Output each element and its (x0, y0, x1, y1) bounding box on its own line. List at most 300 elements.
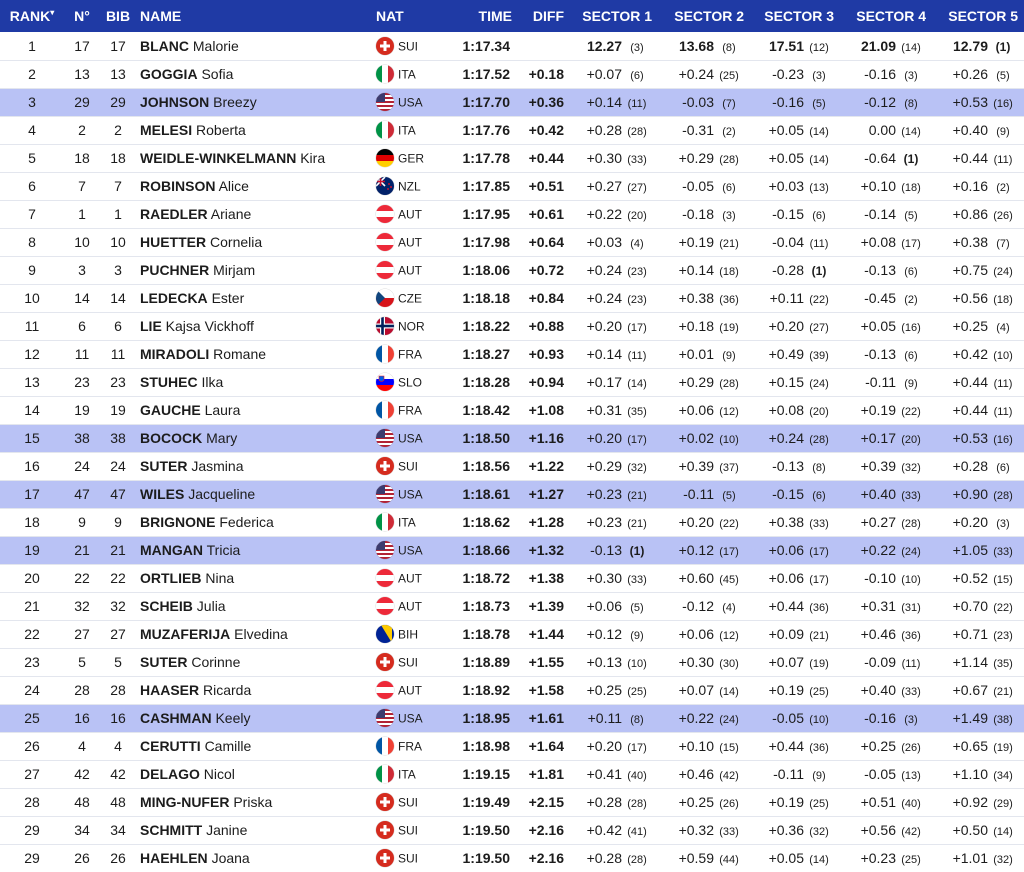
bib-cell: 28 (100, 676, 136, 704)
sector-split: +0.46 (678, 766, 714, 782)
column-header-sector-2[interactable]: SECTOR 2 (674, 8, 744, 24)
column-header-sector-3[interactable]: SECTOR 3 (764, 8, 834, 24)
sector-split: +0.53 (952, 94, 988, 110)
sector-4-cell (840, 648, 932, 676)
sector-rank: (5) (812, 98, 826, 110)
flag-icon (376, 345, 394, 363)
sector-split: +0.44 (952, 374, 988, 390)
sector-1-cell (566, 704, 658, 732)
sector-split: +0.11 (587, 710, 622, 726)
bib-cell: 38 (100, 424, 136, 452)
sector-rank: (22) (719, 518, 739, 530)
column-header-diff[interactable]: DIFF (532, 8, 564, 24)
diff-cell: +1.64 (512, 732, 566, 760)
sector-rank: (19) (719, 322, 739, 334)
sector-split: +0.44 (768, 738, 804, 754)
column-header-bib[interactable]: BIB (105, 8, 131, 24)
table-row[interactable] (0, 452, 1024, 480)
sector-rank: (11) (901, 658, 921, 670)
column-header-sector-4[interactable]: SECTOR 4 (856, 8, 926, 24)
sector-split: +0.25 (586, 682, 622, 698)
time-cell: 1:17.34 (452, 32, 512, 60)
nation-code: SUI (398, 655, 419, 670)
table-row[interactable] (0, 88, 1024, 116)
sector-rank: (16) (901, 322, 921, 334)
table-row[interactable] (0, 312, 1024, 340)
athlete-last-name: CERUTTI (140, 738, 201, 754)
sector-4-cell (840, 844, 932, 872)
sector-rank: (33) (993, 546, 1013, 558)
sector-split: 0.00 (868, 122, 896, 138)
athlete-name[interactable] (136, 284, 368, 312)
sector-3-cell (750, 424, 840, 452)
athlete-name[interactable] (136, 480, 368, 508)
table-row[interactable] (0, 60, 1024, 88)
diff-cell: +1.38 (512, 564, 566, 592)
number-cell: 26 (64, 844, 100, 872)
sector-2-cell (658, 396, 750, 424)
nation-code: SUI (398, 823, 419, 838)
diff-cell: +2.16 (512, 844, 566, 872)
sector-split: +0.08 (768, 402, 804, 418)
diff-cell: +2.15 (512, 788, 566, 816)
athlete-first-name: Kira (300, 150, 326, 166)
athlete-name[interactable] (136, 88, 368, 116)
athlete-name[interactable] (136, 312, 368, 340)
flag-icon (376, 485, 394, 503)
bib-cell: 7 (100, 172, 136, 200)
table-row[interactable] (0, 32, 1024, 60)
diff-cell: +1.58 (512, 676, 566, 704)
nation-cell (368, 732, 452, 760)
sector-rank: (2) (996, 182, 1010, 194)
sector-rank: (6) (812, 210, 826, 222)
sector-rank: (17) (719, 546, 739, 558)
sector-rank: (6) (812, 490, 826, 502)
flag-icon (376, 429, 394, 447)
table-row[interactable] (0, 648, 1024, 676)
athlete-name[interactable] (136, 60, 368, 88)
athlete-name[interactable] (136, 228, 368, 256)
table-row[interactable] (0, 256, 1024, 284)
sector-rank: (23) (627, 266, 647, 278)
nation-cell (368, 284, 452, 312)
sector-rank: (33) (627, 574, 647, 586)
sector-5-cell (932, 452, 1024, 480)
sector-split: -0.16 (864, 710, 896, 726)
athlete-name[interactable] (136, 200, 368, 228)
sector-5-cell (932, 144, 1024, 172)
diff-cell: +0.61 (512, 200, 566, 228)
rank-cell: 23 (0, 648, 64, 676)
sector-split: 21.09 (860, 37, 896, 54)
flag-icon (376, 93, 394, 111)
sector-rank: (28) (901, 518, 921, 530)
table-row[interactable] (0, 368, 1024, 396)
table-row[interactable] (0, 144, 1024, 172)
athlete-name[interactable] (136, 32, 368, 60)
sector-rank: (17) (627, 434, 647, 446)
sector-3-cell (750, 676, 840, 704)
sector-rank: (25) (719, 70, 739, 82)
sector-3-cell (750, 368, 840, 396)
sector-rank: (6) (722, 182, 736, 194)
table-row[interactable] (0, 116, 1024, 144)
number-cell: 42 (64, 760, 100, 788)
sector-4-cell (840, 144, 932, 172)
athlete-name[interactable] (136, 368, 368, 396)
table-row[interactable] (0, 340, 1024, 368)
athlete-name[interactable] (136, 648, 368, 676)
sector-rank: (11) (627, 98, 647, 110)
sector-split: +0.07 (586, 66, 622, 82)
sector-rank: (1) (629, 544, 645, 558)
flag-icon (376, 765, 394, 783)
bib-cell: 19 (100, 396, 136, 424)
column-header-time[interactable]: TIME (478, 8, 512, 24)
rank-cell: 13 (0, 368, 64, 396)
time-cell: 1:17.98 (452, 228, 512, 256)
sector-4-cell (840, 816, 932, 844)
sector-rank: (3) (630, 41, 644, 54)
sector-2-cell (658, 228, 750, 256)
diff-cell: +0.44 (512, 144, 566, 172)
sector-rank: (5) (722, 490, 736, 502)
flag-icon (376, 121, 394, 139)
nation-code: USA (398, 431, 423, 446)
athlete-name[interactable] (136, 704, 368, 732)
sector-3-cell (750, 340, 840, 368)
number-cell: 38 (64, 424, 100, 452)
flag-icon (376, 233, 394, 251)
rank-cell: 15 (0, 424, 64, 452)
athlete-first-name: Jacqueline (188, 486, 256, 502)
athlete-last-name: RAEDLER (140, 206, 208, 222)
number-cell: 4 (64, 732, 100, 760)
sector-rank: (24) (901, 546, 921, 558)
nation-code: NZL (398, 179, 421, 194)
sector-rank: (22) (993, 602, 1013, 614)
time-cell: 1:17.78 (452, 144, 512, 172)
rank-cell: 19 (0, 536, 64, 564)
sector-rank: (12) (809, 41, 829, 54)
bib-cell: 48 (100, 788, 136, 816)
table-header (0, 0, 1024, 32)
sector-4-cell (840, 760, 932, 788)
athlete-first-name: Sofia (201, 66, 234, 82)
sector-4-cell (840, 592, 932, 620)
column-header-sector-5[interactable]: SECTOR 5 (948, 8, 1018, 24)
sector-1-cell (566, 760, 658, 788)
column-header-rank[interactable] (0, 0, 64, 32)
sector-rank: (22) (809, 294, 829, 306)
sector-2-cell (658, 88, 750, 116)
nation-cell (368, 228, 452, 256)
sector-rank: (19) (809, 658, 829, 670)
sector-2-cell (658, 368, 750, 396)
sector-split: -0.04 (772, 234, 804, 250)
athlete-name[interactable] (136, 844, 368, 872)
athlete-name[interactable] (136, 816, 368, 844)
sector-3-cell (750, 760, 840, 788)
sector-split: -0.05 (682, 178, 714, 194)
table-row[interactable] (0, 480, 1024, 508)
table-row[interactable] (0, 676, 1024, 704)
table-row[interactable] (0, 760, 1024, 788)
athlete-last-name: MUZAFERIJA (140, 626, 231, 642)
sector-1-cell (566, 284, 658, 312)
rank-cell: 3 (0, 88, 64, 116)
table-row[interactable] (0, 200, 1024, 228)
sector-split: +0.60 (678, 570, 714, 586)
sector-rank: (18) (993, 294, 1013, 306)
athlete-first-name: Tricia (206, 542, 241, 558)
sector-split: +0.27 (860, 514, 896, 530)
sector-rank: (33) (719, 826, 739, 838)
diff-cell: +2.16 (512, 816, 566, 844)
table-row[interactable] (0, 284, 1024, 312)
sector-rank: (10) (719, 434, 739, 446)
sector-split: +0.39 (678, 458, 714, 474)
sector-split: +0.42 (952, 346, 988, 362)
sector-split: 17.51 (768, 37, 804, 54)
sector-split: +0.24 (768, 430, 804, 446)
sector-5-cell (932, 536, 1024, 564)
sector-rank: (10) (809, 714, 829, 726)
table-row[interactable] (0, 396, 1024, 424)
sector-rank: (19) (993, 742, 1013, 754)
sector-split: +0.23 (860, 850, 896, 866)
nation-cell (368, 144, 452, 172)
sector-rank: (38) (993, 714, 1013, 726)
sector-rank: (21) (719, 238, 739, 250)
sector-rank: (5) (904, 210, 918, 222)
athlete-name[interactable] (136, 676, 368, 704)
table-row[interactable] (0, 732, 1024, 760)
sector-split: +0.29 (678, 150, 714, 166)
sector-split: -0.45 (864, 290, 896, 306)
nation-cell (368, 88, 452, 116)
sector-3-cell (750, 844, 840, 872)
athlete-name[interactable] (136, 116, 368, 144)
rank-cell: 28 (0, 788, 64, 816)
sector-rank: (36) (719, 294, 739, 306)
sector-rank: (18) (719, 266, 739, 278)
sector-rank: (17) (627, 742, 647, 754)
column-header-sector-1[interactable]: SECTOR 1 (582, 8, 652, 24)
athlete-name[interactable] (136, 592, 368, 620)
sector-rank: (35) (627, 406, 647, 418)
table-row[interactable] (0, 172, 1024, 200)
sector-3-cell (750, 788, 840, 816)
table-row[interactable] (0, 788, 1024, 816)
sector-2-cell (658, 592, 750, 620)
table-row[interactable] (0, 536, 1024, 564)
sector-rank: (21) (809, 630, 829, 642)
sector-5-cell (932, 816, 1024, 844)
sector-4-cell (840, 368, 932, 396)
nation-cell (368, 788, 452, 816)
sector-rank: (11) (627, 350, 647, 362)
athlete-last-name: STUHEC (140, 374, 198, 390)
sector-4-cell (840, 32, 932, 60)
sector-split: +0.56 (952, 290, 988, 306)
sector-split: -0.03 (682, 94, 714, 110)
sector-2-cell (658, 732, 750, 760)
table-row[interactable] (0, 508, 1024, 536)
sector-rank: (22) (901, 406, 921, 418)
sector-rank: (36) (809, 742, 829, 754)
sector-rank: (8) (812, 462, 826, 474)
sector-split: +1.01 (952, 850, 988, 866)
athlete-name[interactable] (136, 620, 368, 648)
athlete-last-name: BLANC (140, 37, 189, 54)
flag-icon (376, 793, 394, 811)
athlete-name[interactable] (136, 144, 368, 172)
sector-split: +0.38 (768, 514, 804, 530)
sector-1-cell (566, 648, 658, 676)
number-cell: 5 (64, 648, 100, 676)
athlete-name[interactable] (136, 508, 368, 536)
sector-1-cell (566, 228, 658, 256)
athlete-first-name: Mary (206, 430, 238, 446)
nation-cell (368, 564, 452, 592)
number-cell: 19 (64, 396, 100, 424)
sector-split: +0.40 (860, 486, 896, 502)
sector-split: +0.36 (768, 822, 804, 838)
sector-split: +0.30 (586, 150, 622, 166)
table-row[interactable] (0, 424, 1024, 452)
athlete-last-name: JOHNSON (140, 94, 210, 110)
athlete-name[interactable] (136, 424, 368, 452)
athlete-last-name: SCHMITT (140, 822, 203, 838)
athlete-name[interactable] (136, 172, 368, 200)
sector-split: +0.14 (586, 346, 622, 362)
rank-cell: 2 (0, 60, 64, 88)
nation-code: BIH (398, 627, 419, 642)
table-row[interactable] (0, 704, 1024, 732)
sector-4-cell (840, 452, 932, 480)
header-row (0, 0, 1024, 32)
athlete-first-name: Mirjam (213, 262, 256, 278)
nation-code: NOR (398, 319, 425, 334)
sector-2-cell (658, 620, 750, 648)
table-row[interactable] (0, 564, 1024, 592)
sector-rank: (25) (627, 686, 647, 698)
athlete-last-name: BRIGNONE (140, 514, 216, 530)
time-cell: 1:18.89 (452, 648, 512, 676)
nation-cell (368, 424, 452, 452)
nation-code: SUI (398, 795, 419, 810)
sector-rank: (36) (809, 602, 829, 614)
sector-split: +0.39 (860, 458, 896, 474)
sector-rank: (5) (996, 70, 1010, 82)
time-cell: 1:17.85 (452, 172, 512, 200)
sector-rank: (14) (809, 126, 829, 138)
athlete-name[interactable] (136, 732, 368, 760)
sector-2-cell (658, 508, 750, 536)
sector-rank: (14) (993, 826, 1013, 838)
table-row[interactable] (0, 844, 1024, 872)
sector-rank: (17) (809, 574, 829, 586)
table-row[interactable] (0, 228, 1024, 256)
sector-split: +0.08 (860, 234, 896, 250)
sector-split: +0.14 (586, 94, 622, 110)
sector-4-cell (840, 200, 932, 228)
nation-code: ITA (398, 67, 416, 82)
nation-cell (368, 368, 452, 396)
sector-2-cell (658, 452, 750, 480)
sector-5-cell (932, 116, 1024, 144)
table-row[interactable] (0, 592, 1024, 620)
sector-4-cell (840, 480, 932, 508)
bib-cell: 6 (100, 312, 136, 340)
athlete-name[interactable] (136, 256, 368, 284)
sector-rank: (20) (901, 434, 921, 446)
athlete-last-name: LEDECKA (140, 290, 208, 306)
table-row[interactable] (0, 620, 1024, 648)
sector-split: -0.12 (864, 94, 896, 110)
athlete-last-name: WEIDLE-WINKELMANN (140, 150, 297, 166)
sector-rank: (15) (719, 742, 739, 754)
sector-split: +0.23 (586, 514, 622, 530)
athlete-name[interactable] (136, 760, 368, 788)
sector-split: +0.09 (768, 626, 804, 642)
sector-split: +0.01 (678, 346, 714, 362)
sector-split: +0.46 (860, 626, 896, 642)
sector-split: +0.18 (678, 318, 714, 334)
sector-rank: (25) (901, 854, 921, 866)
flag-icon (376, 569, 394, 587)
number-cell: 6 (64, 312, 100, 340)
nation-code: USA (398, 711, 423, 726)
column-header-no[interactable]: N° (74, 8, 90, 24)
sector-2-cell (658, 676, 750, 704)
athlete-name[interactable] (136, 564, 368, 592)
athlete-name[interactable] (136, 536, 368, 564)
sector-5-cell (932, 172, 1024, 200)
flag-icon (376, 149, 394, 167)
sector-split: +0.27 (586, 178, 622, 194)
athlete-name[interactable] (136, 396, 368, 424)
athlete-name[interactable] (136, 340, 368, 368)
column-header-nat[interactable]: NAT (376, 8, 404, 24)
athlete-first-name: Romane (213, 346, 267, 362)
nation-cell (368, 648, 452, 676)
sector-split: +0.15 (768, 374, 804, 390)
sector-1-cell (566, 256, 658, 284)
sector-5-cell (932, 508, 1024, 536)
athlete-first-name: Cornelia (210, 234, 263, 250)
athlete-name[interactable] (136, 788, 368, 816)
sector-1-cell (566, 480, 658, 508)
athlete-name[interactable] (136, 452, 368, 480)
athlete-first-name: Camille (204, 738, 252, 754)
sector-split: +0.31 (586, 402, 622, 418)
flag-icon (376, 653, 394, 671)
column-header-name[interactable]: NAME (140, 8, 182, 24)
sector-rank: (7) (722, 98, 736, 110)
number-cell: 7 (64, 172, 100, 200)
sector-rank: (26) (993, 210, 1013, 222)
table-row[interactable] (0, 816, 1024, 844)
sector-split: +0.06 (678, 402, 714, 418)
sector-split: +0.70 (952, 598, 988, 614)
sector-rank: (32) (993, 854, 1013, 866)
athlete-first-name: Laura (204, 402, 241, 418)
sector-split: -0.15 (772, 206, 804, 222)
nation-cell (368, 816, 452, 844)
